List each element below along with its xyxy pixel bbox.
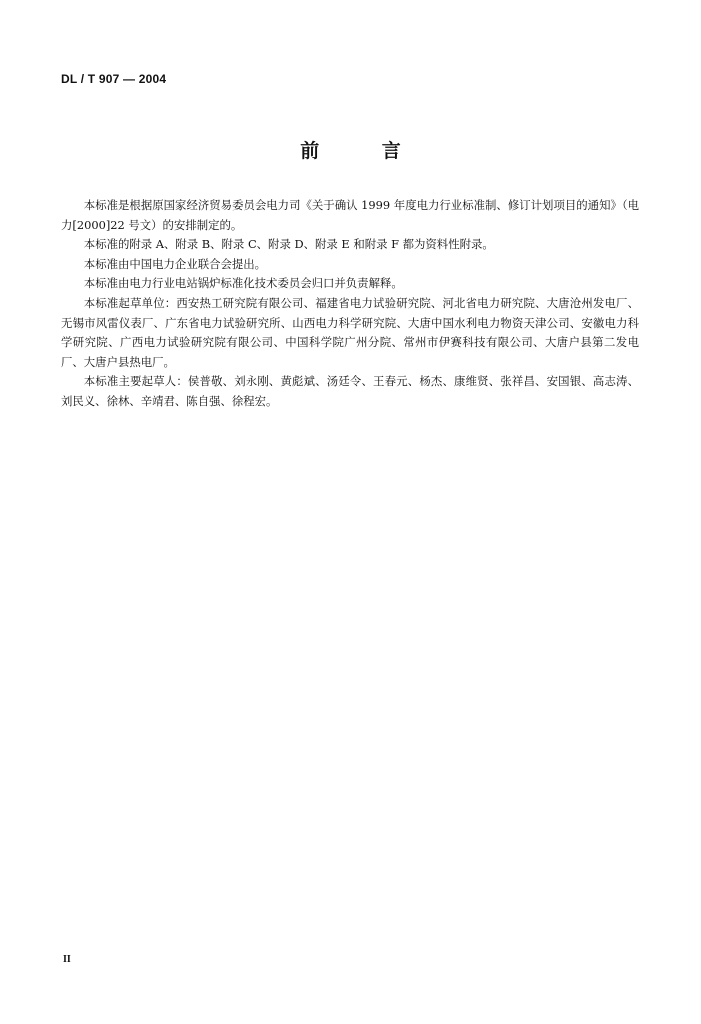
page-title: 前 言 (300, 140, 429, 162)
page-number: II (63, 954, 71, 965)
paragraph-drafters: 本标准主要起草人：侯普敬、刘永刚、黄彪斌、汤廷令、王春元、杨杰、康维贤、张祥昌、安国银、高志涛、刘民义、徐林、辛靖君、陈自强、徐程宏。 (61, 374, 639, 408)
preface-body (61, 196, 639, 412)
paragraph-drafting-units: 本标准起草单位：西安热工研究院有限公司、福建省电力试验研究院、河北省电力研究院、大唐沧州发电厂、无锡市风雷仪表厂、广东省电力试验研究所、山西电力科学研究院、大唐中国水利电力物资天津公司、安徽电力科学研究院、广西电力试验研究院有限公司、中国科学院广州分院、常州市伊赛科技有限公司、大唐户县第二发电厂、大唐户县热电厂。 (61, 295, 639, 369)
paragraph-interpretation: 本标准由电力行业电站锅炉标准化技术委员会归口并负责解释。 (83, 276, 403, 291)
paragraph-appendices: 本标准的附录 A、附录 B、附录 C、附录 D、附录 E 和附录 F 都为资料性附录。 (83, 237, 494, 252)
paragraph-proposed-by: 本标准由中国电力企业联合会提出。 (83, 256, 267, 271)
paragraph-basis: 本标准是根据原国家经济贸易委员会电力司《关于确认 1999 年度电力行业标准制、修订计划项目的通知》（电力[2000]22 号文）的安排制定的。 (61, 198, 639, 232)
standard-code: DL / T 907 — 2004 (61, 72, 167, 86)
